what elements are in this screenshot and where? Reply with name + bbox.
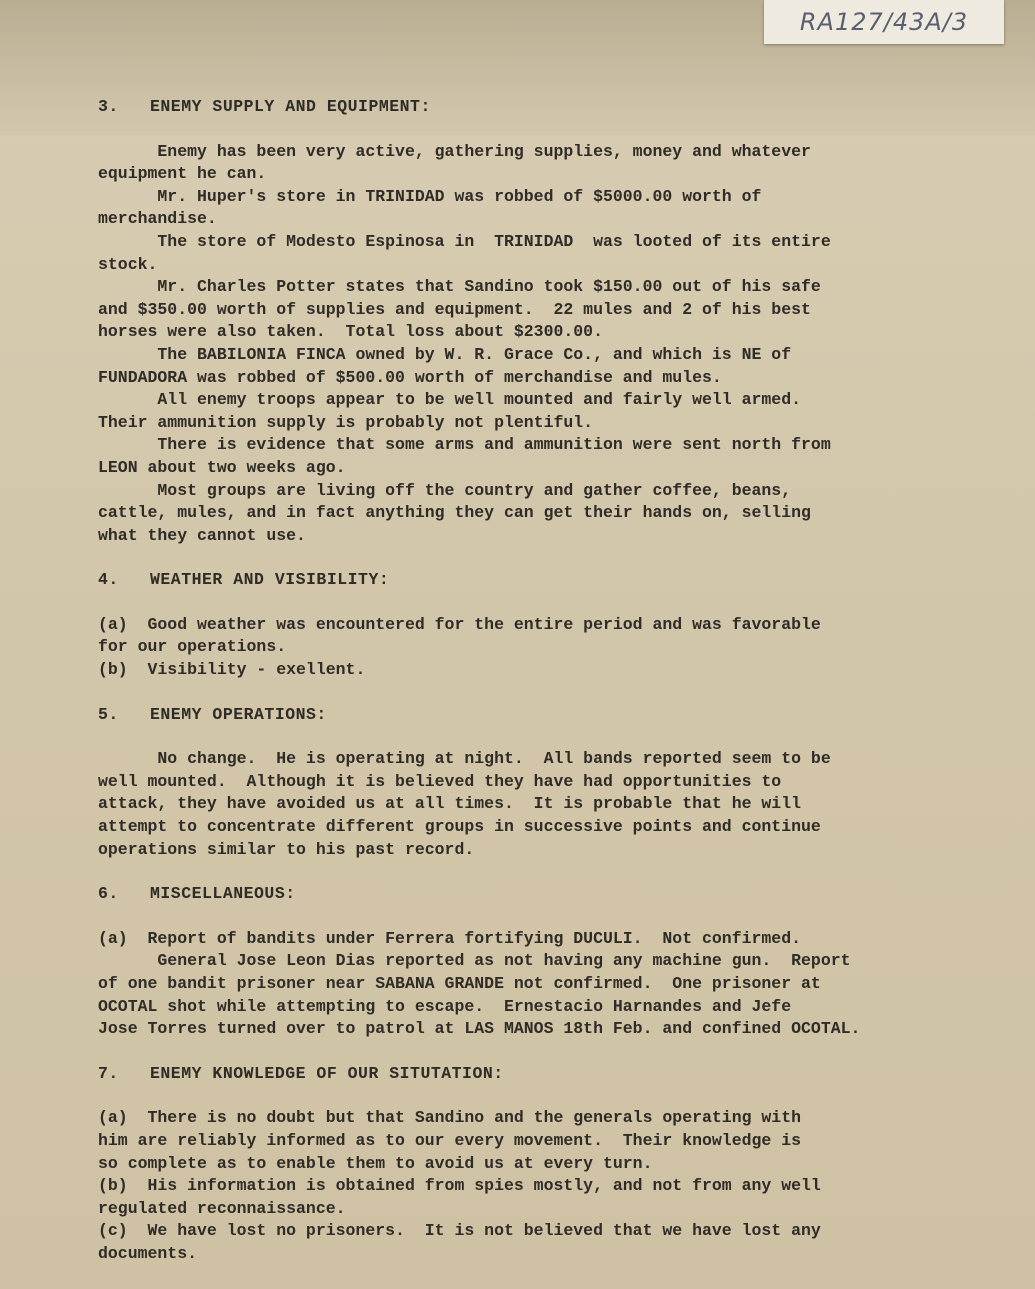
section-body xyxy=(98,614,978,682)
text-line: him are reliably informed as to our every movement. Their knowledge is xyxy=(98,1130,802,1150)
section-heading: 5. ENEMY OPERATIONS: xyxy=(98,704,327,724)
text-line: equipment he can. xyxy=(98,164,267,184)
text-line: General Jose Leon Dias reported as not having any machine gun. Report xyxy=(98,951,851,971)
section-heading: 7. ENEMY KNOWLEDGE OF OUR SITUTATION: xyxy=(98,1063,504,1083)
section-6 xyxy=(98,883,978,1041)
text-line: so complete as to enable them to avoid us at every turn. xyxy=(98,1153,653,1173)
text-line: No change. He is operating at night. All bands reported seem to be xyxy=(98,749,831,769)
text-line: (b) Visibility - exellent. xyxy=(98,660,366,680)
text-line: of one bandit prisoner near SABANA GRANDE not confirmed. One prisoner at xyxy=(98,974,821,993)
section-body xyxy=(98,1107,978,1265)
text-line: horses were also taken. Total loss about $2300.00. xyxy=(98,322,603,342)
text-line: stock. xyxy=(98,254,158,274)
text-line: (a) Report of bandits under Ferrera fortifying DUCULI. Not confirmed. xyxy=(98,928,802,948)
text-line: (b) His information is obtained from spies mostly, and not from any well xyxy=(98,1176,821,1196)
text-line: Jose Torres turned over to patrol at LAS MANOS 18th Feb. and confined OCOTAL. xyxy=(98,1019,861,1039)
text-line: (c) We have lost no prisoners. It is not believed that we have lost any xyxy=(98,1221,821,1241)
text-line: regulated reconnaissance. xyxy=(98,1198,346,1218)
section-5 xyxy=(98,704,978,862)
text-line: (a) There is no doubt but that Sandino and the generals operating with xyxy=(98,1108,802,1128)
text-line: and $350.00 worth of supplies and equipment. 22 mules and 2 of his best xyxy=(98,299,811,319)
section-body xyxy=(98,928,978,1041)
section-body xyxy=(98,748,978,861)
text-line: (a) Good weather was encountered for the entire period and was favorable xyxy=(98,614,821,634)
text-line: attempt to concentrate different groups in successive points and continue xyxy=(98,817,821,837)
section-body xyxy=(98,141,978,548)
text-line: for our operations. xyxy=(98,637,287,657)
section-heading: 6. MISCELLANEOUS: xyxy=(98,884,296,904)
section-4 xyxy=(98,569,978,681)
text-line: well mounted. Although it is believed they have had opportunities to xyxy=(98,771,782,791)
text-line: All enemy troops appear to be well mounted and fairly well armed. xyxy=(98,390,802,410)
text-line: Their ammunition supply is probably not plentiful. xyxy=(98,412,594,432)
text-line: The BABILONIA FINCA owned by W. R. Grace Co., and which is NE of xyxy=(98,344,792,364)
text-line: The store of Modesto Espinosa in TRINIDAD was looted of its entire xyxy=(98,231,831,251)
text-line: cattle, mules, and in fact anything they can get their hands on, selling xyxy=(98,503,811,523)
document-body xyxy=(98,96,978,1266)
text-line: merchandise. xyxy=(98,209,217,229)
text-line: Mr. Huper's store in TRINIDAD was robbed of $5000.00 worth of xyxy=(98,186,762,206)
text-line: Most groups are living off the country and gather coffee, beans, xyxy=(98,480,792,500)
text-line: There is evidence that some arms and ammunition were sent north from xyxy=(98,435,831,455)
text-line: Mr. Charles Potter states that Sandino took $150.00 out of his safe xyxy=(98,277,821,297)
text-line: OCOTAL shot while attempting to escape. Ernestacio Harnandes and Jefe xyxy=(98,996,792,1016)
text-line: what they cannot use. xyxy=(98,525,306,545)
text-line: documents. xyxy=(98,1243,198,1263)
text-line: attack, they have avoided us at all times. It is probable that he will xyxy=(98,794,802,814)
section-3 xyxy=(98,96,978,547)
reference-label: RA127/43A/3 xyxy=(764,0,1004,44)
text-line: operations similar to his past record. xyxy=(98,839,475,859)
text-line: Enemy has been very active, gathering supplies, money and whatever xyxy=(98,141,811,161)
section-7 xyxy=(98,1063,978,1266)
section-heading: 3. ENEMY SUPPLY AND EQUIPMENT: xyxy=(98,97,431,116)
text-line: LEON about two weeks ago. xyxy=(98,457,346,477)
section-heading: 4. WEATHER AND VISIBILITY: xyxy=(98,570,390,590)
text-line: FUNDADORA was robbed of $500.00 worth of merchandise and mules. xyxy=(98,367,722,387)
